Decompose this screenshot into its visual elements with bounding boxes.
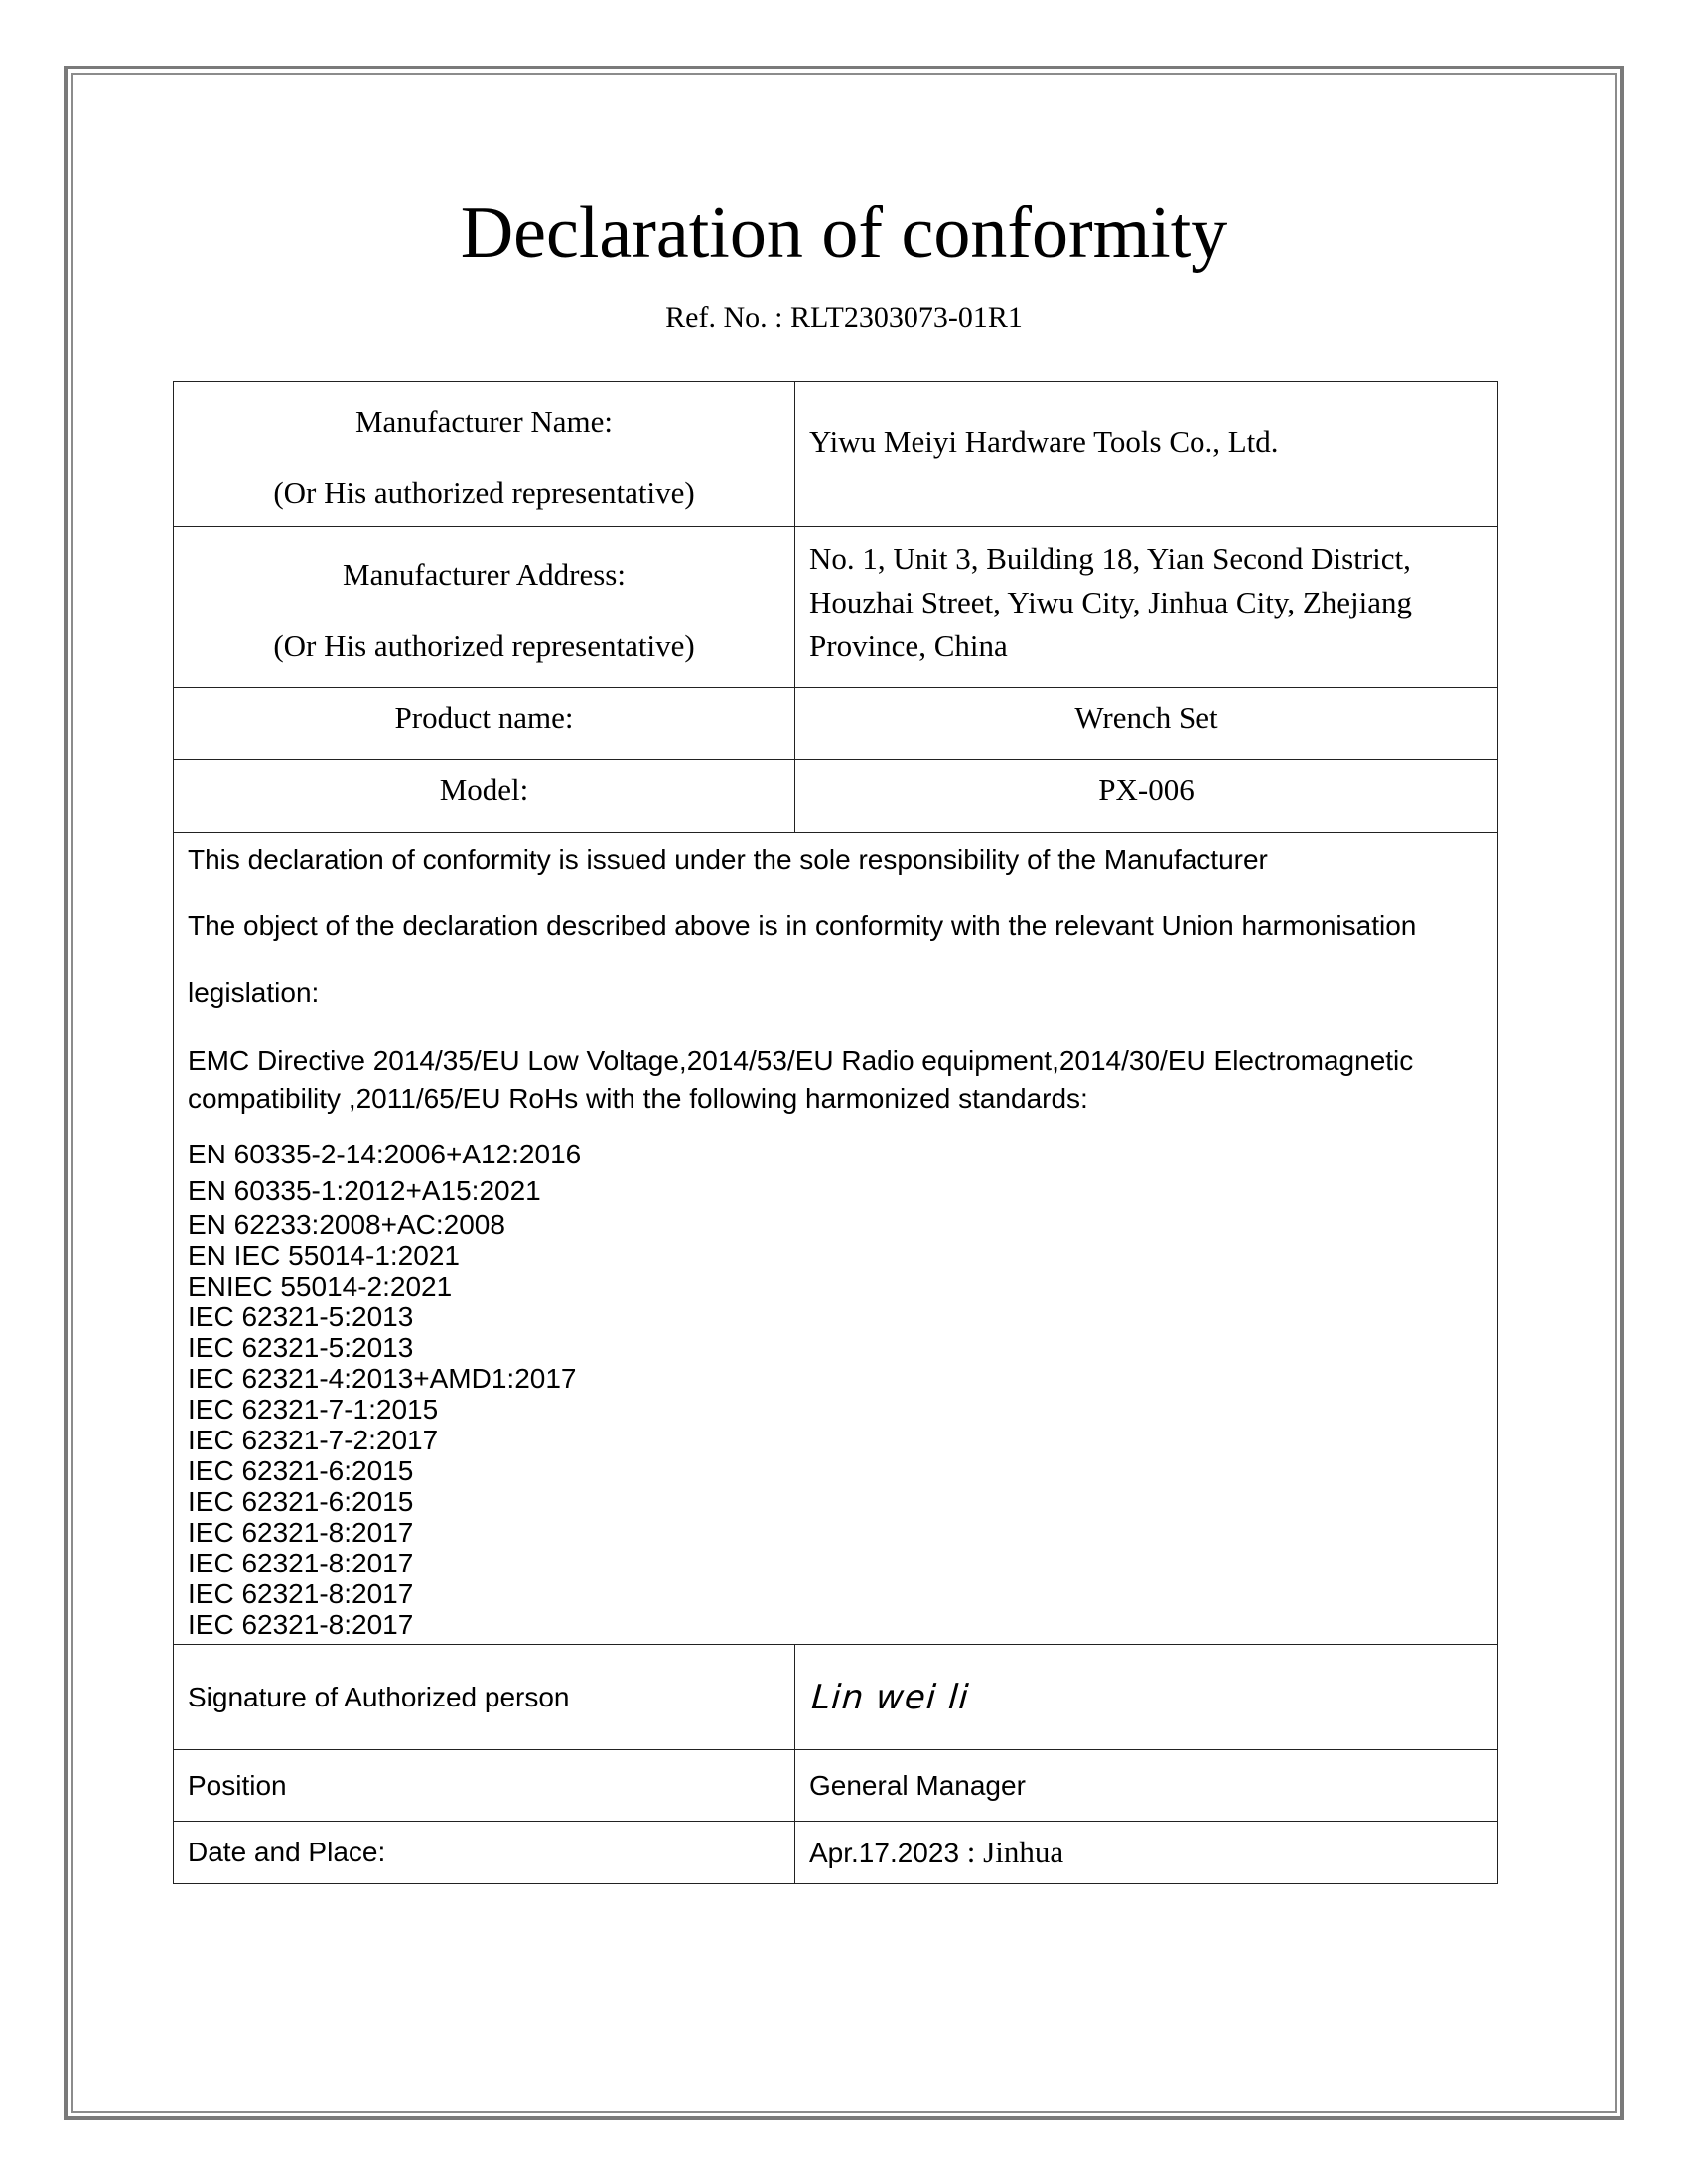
- declaration-line-1: This declaration of conformity is issued under the sole responsibility of the Manufacturer: [188, 844, 1268, 875]
- manufacturer-name-label-cell: [174, 382, 795, 527]
- standard-item: EN 62233:2008+AC:2008: [188, 1209, 505, 1240]
- manufacturer-address-label-sub: (Or His authorized representative): [273, 627, 695, 663]
- product-name-value: Wrench Set: [795, 688, 1498, 760]
- standard-item: IEC 62321-8:2017: [188, 1609, 414, 1640]
- date-place-value: [795, 1822, 1498, 1884]
- manufacturer-name-label: Manufacturer Name:: [354, 403, 614, 439]
- declaration-row: [174, 833, 1498, 1645]
- date-place-row: [174, 1822, 1498, 1884]
- model-value: PX-006: [795, 760, 1498, 833]
- standard-item: IEC 62321-6:2015: [188, 1486, 414, 1517]
- signature-label: Signature of Authorized person: [174, 1645, 795, 1750]
- standard-item: EN 60335-2-14:2006+A12:2016: [188, 1139, 582, 1169]
- standards-list: [188, 1136, 1483, 1640]
- standard-item: IEC 62321-5:2013: [188, 1301, 414, 1332]
- product-name-row: [174, 688, 1498, 760]
- manufacturer-address-value: No. 1, Unit 3, Building 18, Yian Second District, Houzhai Street, Yiwu City, Jinhua City, Zhejiang Province, China: [795, 527, 1498, 688]
- position-value: General Manager: [795, 1750, 1498, 1822]
- date-place-separator: :: [959, 1835, 984, 1869]
- declaration-line-3: legislation:: [188, 977, 320, 1008]
- standard-item: ENIEC 55014-2:2021: [188, 1271, 453, 1301]
- declaration-line-2: The object of the declaration described above is in conformity with the relevant Union harmonisation: [188, 910, 1417, 941]
- directives-text: EMC Directive 2014/35/EU Low Voltage,2014/53/EU Radio equipment,2014/30/EU Electromagnetic compatibility ,2011/65/EU RoHs with the following harmonized standards:: [188, 1045, 1414, 1114]
- date-value: Apr.17.2023: [809, 1838, 960, 1868]
- model-row: [174, 760, 1498, 833]
- standard-item: IEC 62321-4:2013+AMD1:2017: [188, 1363, 577, 1394]
- standard-item: IEC 62321-8:2017: [188, 1548, 414, 1578]
- standard-item: IEC 62321-7-2:2017: [188, 1425, 439, 1455]
- manufacturer-address-label-cell: [174, 527, 795, 688]
- manufacturer-address-row: [174, 527, 1498, 688]
- product-name-label: Product name:: [174, 688, 795, 760]
- manufacturer-name-value: Yiwu Meiyi Hardware Tools Co., Ltd.: [795, 382, 1498, 527]
- place-value: Jinhua: [983, 1835, 1064, 1869]
- standard-item: IEC 62321-7-1:2015: [188, 1394, 439, 1425]
- standard-item: IEC 62321-6:2015: [188, 1455, 414, 1486]
- signature-value: Lin wei li: [791, 1645, 1501, 1750]
- declaration-cell: [174, 833, 1498, 1645]
- standard-item: IEC 62321-5:2013: [188, 1332, 414, 1363]
- standard-item: IEC 62321-8:2017: [188, 1578, 414, 1609]
- document-title: Declaration of conformity: [460, 193, 1228, 274]
- manufacturer-address-label: Manufacturer Address:: [343, 556, 626, 592]
- standard-item: EN 60335-1:2012+A15:2021: [188, 1175, 541, 1206]
- standard-item: IEC 62321-8:2017: [188, 1517, 414, 1548]
- signature-row: [174, 1645, 1498, 1750]
- manufacturer-name-label-sub: (Or His authorized representative): [273, 475, 695, 510]
- reference-number: Ref. No. : RLT2303073-01R1: [665, 301, 1023, 334]
- position-row: [174, 1750, 1498, 1822]
- position-label: Position: [174, 1750, 795, 1822]
- date-place-label: Date and Place:: [174, 1822, 795, 1884]
- standard-item: EN IEC 55014-1:2021: [188, 1240, 460, 1271]
- manufacturer-name-row: [174, 382, 1498, 527]
- declaration-table: [173, 381, 1498, 1884]
- model-label: Model:: [174, 760, 795, 833]
